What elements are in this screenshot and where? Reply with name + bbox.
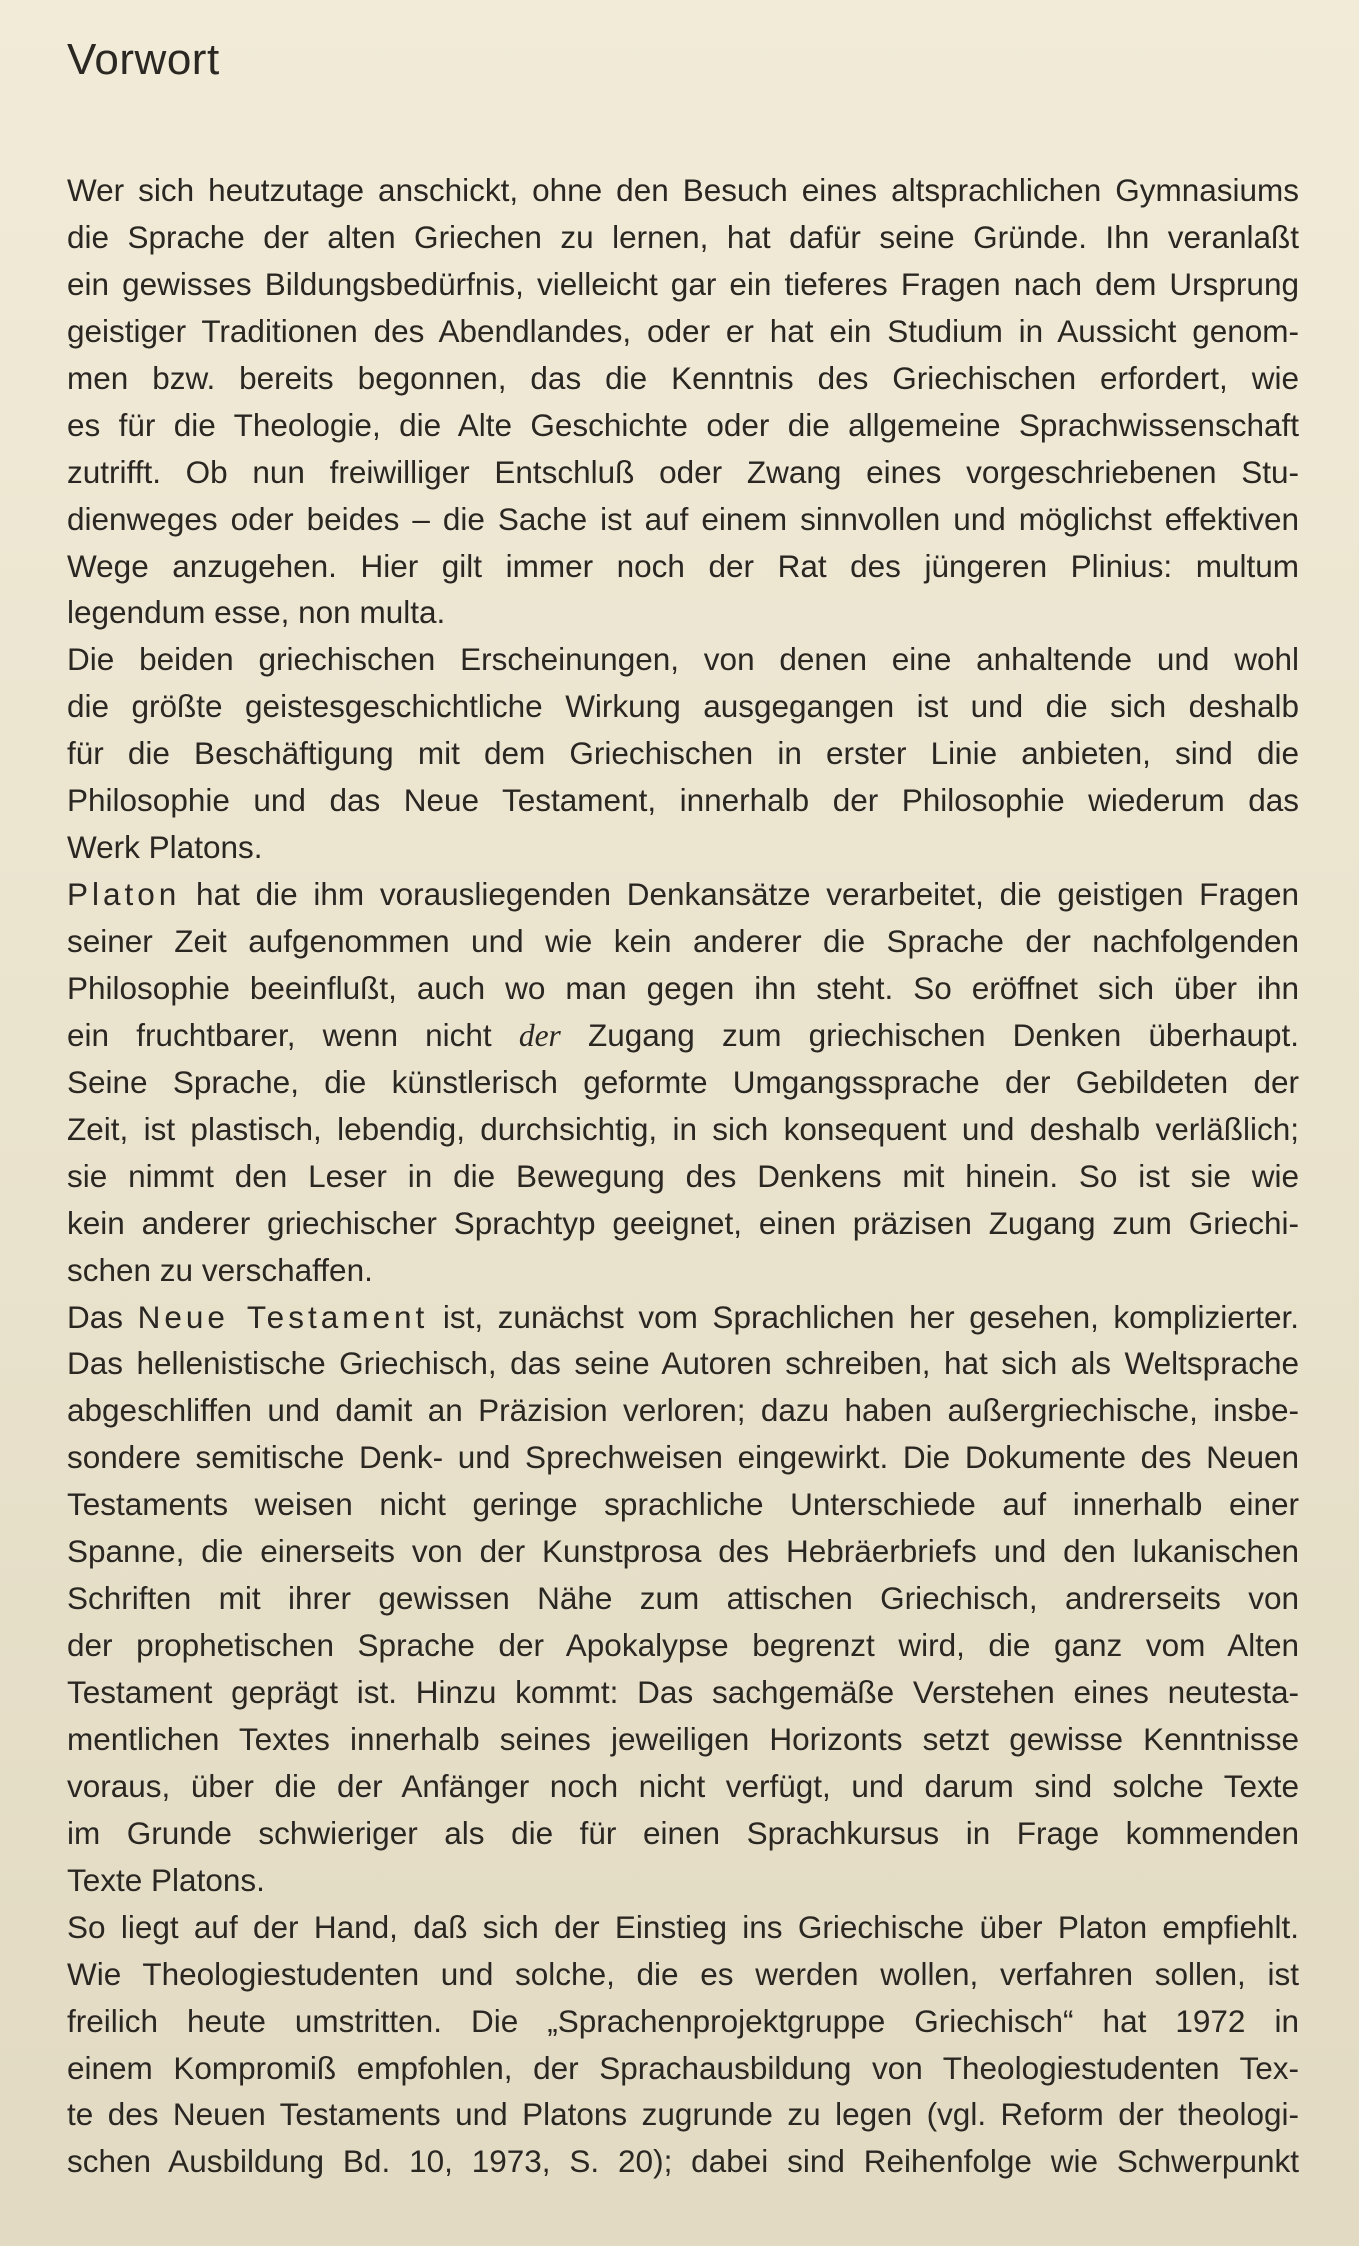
text-line: Die beiden griechischen Erscheinungen, von denen eine anhaltende und wohl	[67, 641, 1299, 678]
text-line: ein gewisses Bildungsbedürfnis, vielleicht gar ein tieferes Fragen nach dem Ursprung	[67, 265, 1299, 302]
text-line: die größte geistesgeschichtliche Wirkung ausgegangen ist und die sich deshalb	[67, 688, 1299, 725]
text-line: zutrifft. Ob nun freiwilliger Entschluß oder Zwang eines vorgeschriebenen Stu-	[67, 453, 1299, 490]
text-line: Spanne, die einerseits von der Kunstprosa des Hebräerbriefs und den lukanischen	[67, 1533, 1299, 1570]
text-line: einem Kompromiß empfohlen, der Sprachausbildung von Theologiestudenten Tex-	[67, 2049, 1299, 2086]
text-line: sondere semitische Denk- und Sprechweisen eingewirkt. Die Dokumente des Neuen	[67, 1439, 1299, 1476]
text-line: schen zu verschaffen.	[67, 1251, 373, 1288]
text-line: Werk Platons.	[67, 829, 263, 866]
text-line: dienweges oder beides – die Sache ist auf einem sinnvollen und möglichst effektiven	[67, 500, 1299, 537]
paragraph-3	[67, 871, 1299, 1293]
text-line: Schriften mit ihrer gewissen Nähe zum attischen Griechisch, andrerseits von	[67, 1580, 1299, 1617]
text-line: freilich heute umstritten. Die „Sprachenprojektgruppe Griechisch“ hat 1972 in	[67, 2002, 1299, 2039]
text-line: men bzw. bereits begonnen, das die Kenntnis des Griechischen erfordert, wie	[67, 359, 1299, 396]
text-line: te des Neuen Testaments und Platons zugrunde zu legen (vgl. Reform der theologi-	[67, 2096, 1299, 2133]
text-line: für die Beschäftigung mit dem Griechischen in erster Linie anbieten, sind die	[67, 735, 1299, 772]
text-line: seiner Zeit aufgenommen und wie kein anderer die Sprache der nachfolgenden	[67, 923, 1299, 959]
text-line: die Sprache der alten Griechen zu lernen, hat dafür seine Gründe. Ihn veranlaßt	[67, 218, 1299, 255]
text-line: legendum esse, non multa.	[67, 594, 446, 631]
text-line: schen Ausbildung Bd. 10, 1973, S. 20); dabei sind Reihenfolge wie Schwerpunkt	[67, 2143, 1299, 2180]
text-line: mentlichen Textes innerhalb seines jeweiligen Horizonts setzt gewisse Kenntnisse	[67, 1720, 1299, 1757]
text-line: sie nimmt den Leser in die Bewegung des Denkens mit hinein. So ist sie wie	[67, 1157, 1299, 1194]
text-run: ein fruchtbarer, wenn nicht	[67, 1016, 519, 1053]
text-line: Testaments weisen nicht geringe sprachliche Unterschiede auf innerhalb einer	[67, 1486, 1299, 1523]
text-line	[67, 871, 1299, 918]
text-run: Zugang zum griechischen Denken überhaupt.	[560, 1016, 1299, 1053]
text-line: Wer sich heutzutage anschickt, ohne den Besuch eines altsprachlichen Gymnasiums	[67, 172, 1299, 208]
text-line: Zeit, ist plastisch, lebendig, durchsichtig, in sich konsequent und deshalb verläßlich;	[67, 1110, 1299, 1147]
text-line	[67, 1012, 1299, 1059]
text-run: Das	[67, 1298, 138, 1335]
text-line: abgeschliffen und damit an Präzision verloren; dazu haben außergriechische, insbe-	[67, 1392, 1299, 1429]
text-line: Texte Platons.	[67, 1861, 265, 1898]
paragraph-1	[67, 167, 1299, 636]
paragraph-2	[67, 636, 1299, 871]
spaced-name-neues-testament: Neue Testament	[137, 1298, 429, 1335]
italic-emphasis: der	[518, 1017, 561, 1053]
spaced-name-platon: Platon	[67, 876, 181, 913]
text-line: kein anderer griechischer Sprachtyp geeignet, einen präzisen Zugang zum Griechi-	[67, 1204, 1299, 1241]
paragraph-4	[67, 1294, 1299, 1904]
preface-body	[67, 167, 1299, 2185]
page-title: Vorwort	[67, 35, 220, 84]
text-run: ist, zunächst vom Sprachlichen her gesehen, komplizierter.	[428, 1298, 1299, 1335]
text-line	[67, 1294, 1299, 1341]
text-line: Seine Sprache, die künstlerisch geformte Umgangssprache der Gebildeten der	[67, 1063, 1299, 1100]
paragraph-5	[67, 1904, 1299, 2186]
text-line: Testament geprägt ist. Hinzu kommt: Das sachgemäße Verstehen eines neutesta-	[67, 1674, 1299, 1710]
text-line: es für die Theologie, die Alte Geschichte oder die allgemeine Sprachwissenschaft	[67, 406, 1299, 443]
text-run: hat die ihm vorausliegenden Denkansätze verarbeitet, die geistigen Fragen	[180, 876, 1299, 913]
text-line: Philosophie und das Neue Testament, innerhalb der Philosophie wiederum das	[67, 782, 1299, 819]
text-line: der prophetischen Sprache der Apokalypse begrenzt wird, die ganz vom Alten	[67, 1627, 1299, 1664]
text-line: voraus, über die der Anfänger noch nicht verfügt, und darum sind solche Texte	[67, 1767, 1299, 1804]
text-line: geistiger Traditionen des Abendlandes, oder er hat ein Studium in Aussicht genom-	[67, 312, 1299, 349]
text-line: im Grunde schwieriger als die für einen Sprachkursus in Frage kommenden	[67, 1814, 1299, 1851]
text-line: So liegt auf der Hand, daß sich der Einstieg ins Griechische über Platon empfiehlt.	[67, 1908, 1299, 1945]
text-line: Philosophie beeinflußt, auch wo man gegen ihn steht. So eröffnet sich über ihn	[67, 969, 1299, 1006]
text-line: Wege anzugehen. Hier gilt immer noch der Rat des jüngeren Plinius: multum	[67, 547, 1299, 584]
text-line: Das hellenistische Griechisch, das seine Autoren schreiben, hat sich als Weltsprache	[67, 1345, 1299, 1382]
text-line: Wie Theologiestudenten und solche, die es werden wollen, verfahren sollen, ist	[67, 1955, 1299, 1992]
